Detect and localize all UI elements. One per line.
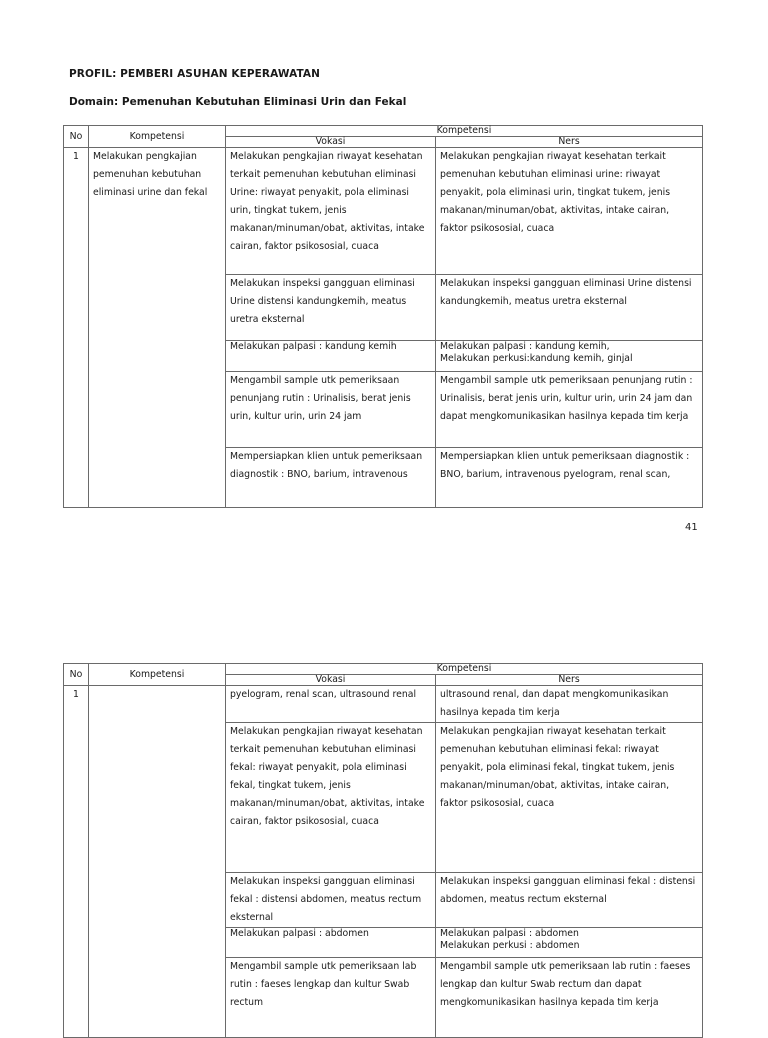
ners-cell [436,341,703,372]
row-kompetensi: Melakukan pengkajian pemenuhan kebutuhan eliminasi urine dan fekal [89,148,226,508]
vokasi-cell: pyelogram, renal scan, ultrasound renal [226,686,436,723]
header-vokasi: Vokasi [226,675,436,686]
table-row [64,148,703,275]
header-ners: Ners [436,675,703,686]
vokasi-cell: Melakukan pengkajian riwayat kesehatan terkait pemenuhan kebutuhan eliminasi Urine: riwayat penyakit, pola eliminasi urin, tingkat tukem, jenis makanan/minuman/obat, aktivitas, intake cairan, faktor psikososial, cuaca [226,148,436,275]
page-number: 41 [685,522,698,533]
vokasi-cell: Mengambil sample utk pemeriksaan penunjang rutin : Urinalisis, berat jenis urin, kultur urin, urin 24 jam [226,372,436,448]
vokasi-cell: Mengambil sample utk pemeriksaan lab rutin : faeses lengkap dan kultur Swab rectum [226,958,436,1038]
row-number: 1 [64,148,89,508]
ners-cell-line: Melakukan perkusi:kandung kemih, ginjal [440,353,633,364]
ners-cell-line: Melakukan palpasi : abdomen [440,928,579,939]
header-kompetensi: Kompetensi [89,126,226,148]
ners-cell: Mengambil sample utk pemeriksaan lab rutin : faeses lengkap dan kultur Swab rectum dan dapat mengkomunikasikan hasilnya kepada tim kerja [436,958,703,1038]
table-header-row [64,664,703,675]
vokasi-cell: Melakukan pengkajian riwayat kesehatan terkait pemenuhan kebutuhan eliminasi fekal: riwayat penyakit, pola eliminasi fekal, tingkat tukem, jenis makanan/minuman/obat, aktivitas, intake cairan, faktor psikososial, cuaca [226,723,436,873]
header-kompetensi-group: Kompetensi [226,664,703,675]
ners-cell: Melakukan inspeksi gangguan eliminasi Urine distensi kandungkemih, meatus uretra eksternal [436,275,703,341]
header-kompetensi: Kompetensi [89,664,226,686]
vokasi-cell: Melakukan inspeksi gangguan eliminasi Urine distensi kandungkemih, meatus uretra eksternal [226,275,436,341]
competency-table-page-2 [63,663,703,1038]
ners-cell: Melakukan inspeksi gangguan eliminasi fekal : distensi abdomen, meatus rectum eksternal [436,873,703,928]
table-row [64,686,703,723]
header-ners: Ners [436,137,703,148]
ners-cell: Mempersiapkan klien untuk pemeriksaan diagnostik : BNO, barium, intravenous pyelogram, renal scan, [436,448,703,508]
row-number: 1 [64,686,89,1038]
ners-cell: Melakukan pengkajian riwayat kesehatan terkait pemenuhan kebutuhan eliminasi urine: riwayat penyakit, pola eliminasi urin, tingkat tukem, jenis makanan/minuman/obat, aktivitas, intake cairan, faktor psikososial, cuaca [436,148,703,275]
header-no: No [64,126,89,148]
ners-cell: Melakukan pengkajian riwayat kesehatan terkait pemenuhan kebutuhan eliminasi fekal: riwayat penyakit, pola eliminasi fekal, tingkat tukem, jenis makanan/minuman/obat, aktivitas, intake cairan, faktor psikososial, cuaca [436,723,703,873]
header-kompetensi-group: Kompetensi [226,126,703,137]
table-header-row [64,126,703,137]
vokasi-cell: Melakukan palpasi : kandung kemih [226,341,436,372]
profile-title: PROFIL: PEMBERI ASUHAN KEPERAWATAN [69,68,321,80]
ners-cell-line: Melakukan palpasi : kandung kemih, [440,341,610,352]
ners-cell-line: Melakukan perkusi : abdomen [440,940,580,951]
row-kompetensi [89,686,226,1038]
vokasi-cell: Mempersiapkan klien untuk pemeriksaan diagnostik : BNO, barium, intravenous [226,448,436,508]
header-vokasi: Vokasi [226,137,436,148]
ners-cell: ultrasound renal, dan dapat mengkomunikasikan hasilnya kepada tim kerja [436,686,703,723]
competency-table-page-1 [63,125,703,508]
header-no: No [64,664,89,686]
ners-cell [436,928,703,958]
vokasi-cell: Melakukan inspeksi gangguan eliminasi fekal : distensi abdomen, meatus rectum eksternal [226,873,436,928]
domain-title: Domain: Pemenuhan Kebutuhan Eliminasi Urin dan Fekal [69,96,407,108]
vokasi-cell: Melakukan palpasi : abdomen [226,928,436,958]
ners-cell: Mengambil sample utk pemeriksaan penunjang rutin : Urinalisis, berat jenis urin, kultur urin, urin 24 jam dan dapat mengkomunikasikan hasilnya kepada tim kerja [436,372,703,448]
